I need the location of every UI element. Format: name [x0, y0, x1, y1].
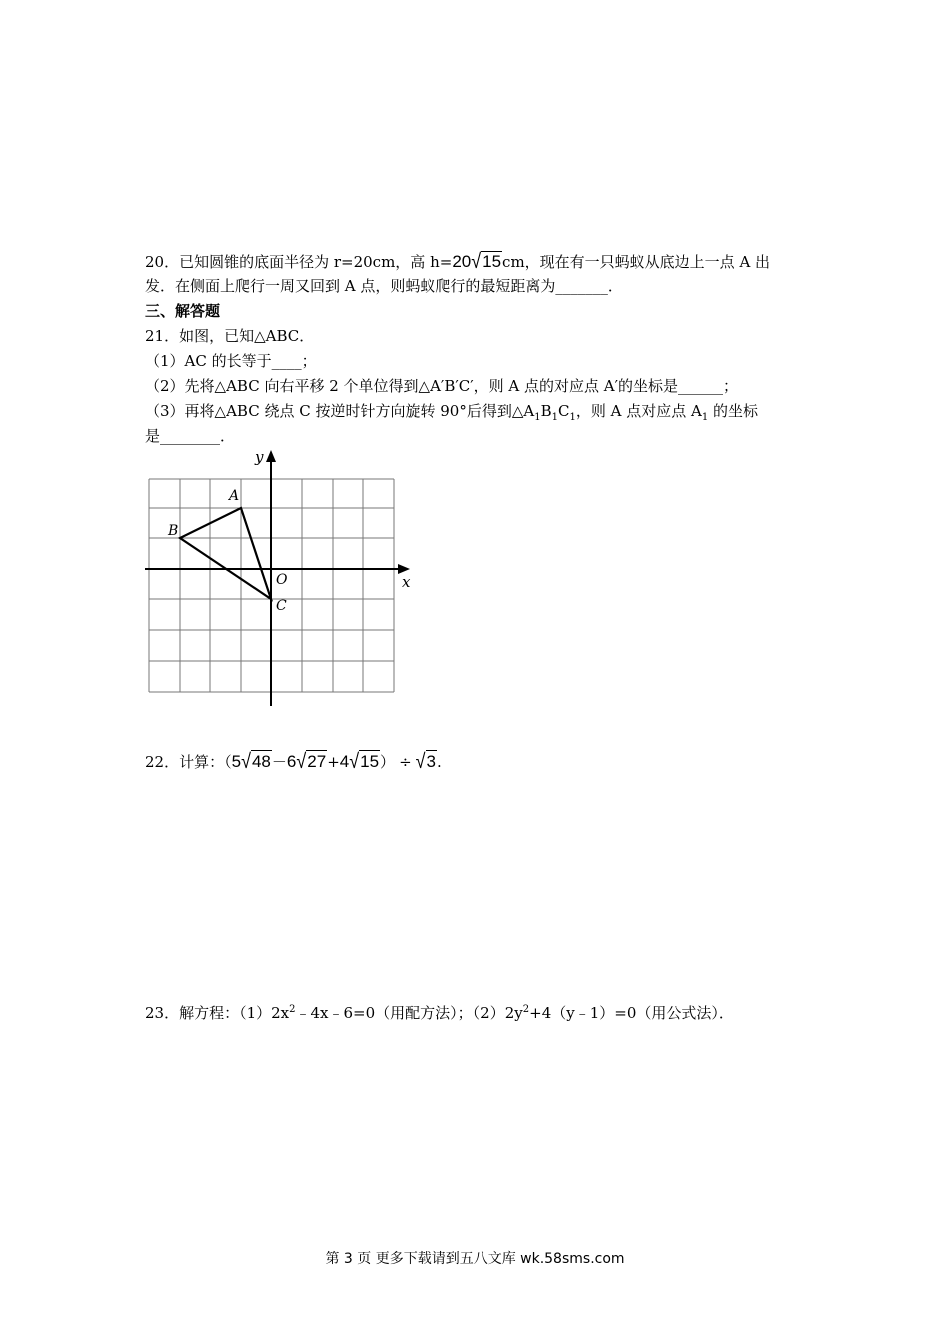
- label-b: B: [168, 523, 179, 539]
- radical-sign-icon: √: [349, 749, 360, 773]
- label-origin: O: [276, 572, 288, 588]
- radical-sign-icon: √: [471, 249, 482, 273]
- subscript: 1: [569, 412, 576, 423]
- q22-close-paren: ）: [380, 753, 396, 771]
- q23-text-a: 23．解方程：（1）2x: [145, 1004, 290, 1022]
- coef: 5: [231, 752, 242, 771]
- coef: 4: [339, 752, 350, 771]
- label-y: y: [255, 448, 264, 466]
- q22-divide: ÷: [399, 753, 412, 771]
- label-a: A: [229, 488, 240, 504]
- coef: 6: [286, 752, 297, 771]
- label-c: C: [276, 598, 287, 614]
- q20-line1: [145, 251, 770, 272]
- radicand: 48: [251, 752, 271, 771]
- q21-stem: 21．如图，已知△ABC．: [145, 327, 315, 345]
- q20-text-b: cm，现在有一只蚂蚁从底边上一点 A 出: [502, 253, 771, 271]
- y-axis-arrow-icon: [266, 450, 276, 462]
- subscript: 1: [534, 412, 541, 423]
- radicand: 3: [426, 752, 436, 771]
- q20-sqrt-expression: [452, 251, 502, 272]
- radical-sign-icon: √: [241, 749, 251, 773]
- q21-p3-text-e: 的坐标: [708, 402, 758, 420]
- q22-term1: [232, 750, 272, 773]
- q22-term2: [287, 750, 327, 773]
- q20-text-a: 20．已知圆锥的底面半径为 r=20cm，高 h=: [145, 253, 453, 271]
- q22-minus: －: [271, 753, 287, 771]
- q22-open-paren: （: [224, 753, 232, 771]
- q21-part3: [145, 401, 758, 428]
- radicand: 27: [307, 752, 327, 771]
- coordinate-grid-figure: [140, 444, 420, 709]
- q23-text-c: +4（y﹣1）=0（用公式法）．: [529, 1004, 734, 1022]
- subscript: 1: [701, 412, 709, 423]
- q21-p3-text-b: B: [540, 402, 552, 420]
- superscript: 2: [289, 1004, 296, 1015]
- section-heading: 三、解答题: [145, 302, 221, 320]
- q21-p3-text-d: ，则 A 点对应点 A: [575, 402, 702, 420]
- q20-radicand: 15: [482, 252, 502, 271]
- q22-period: .: [437, 753, 442, 771]
- q23-text-b: ﹣4x﹣6=0（用配方法）；（2）2y: [295, 1004, 523, 1022]
- q21-p3-text-a: （3）再将△ABC 绕点 C 按逆时针方向旋转 90°后得到△A: [145, 402, 535, 420]
- radicand: 15: [360, 752, 380, 771]
- q20-line2: 发．在侧面上爬行一周又回到 A 点，则蚂蚁爬行的最短距离为_______．: [145, 277, 623, 295]
- page-footer: 第 3 页 更多下载请到五八文库 wk.58sms.com: [325, 1251, 625, 1267]
- q21-p3-text-c: C: [557, 402, 570, 420]
- q21-part2: （2）先将△ABC 向右平移 2 个单位得到△A′B′C′，则 A 点的对应点 A′的坐标是______；: [145, 377, 739, 395]
- subscript: 1: [551, 412, 558, 423]
- q20-coef: 20: [452, 252, 472, 271]
- q21-part3-cont: 是________．: [145, 427, 236, 445]
- q22-line: [145, 750, 442, 773]
- radical-sign-icon: √: [415, 749, 426, 773]
- triangle-abc: [180, 508, 271, 599]
- radical-sign-icon: √: [296, 749, 307, 773]
- q22-prefix: 22．计算：: [145, 753, 225, 771]
- q22-term3: [340, 750, 380, 773]
- q23-line: [145, 1000, 734, 1023]
- label-x: x: [402, 573, 411, 591]
- q21-part1: （1）AC 的长等于____；: [145, 352, 317, 370]
- superscript: 2: [522, 1004, 530, 1015]
- q22-term4: [416, 750, 437, 773]
- q22-plus: +: [327, 753, 340, 771]
